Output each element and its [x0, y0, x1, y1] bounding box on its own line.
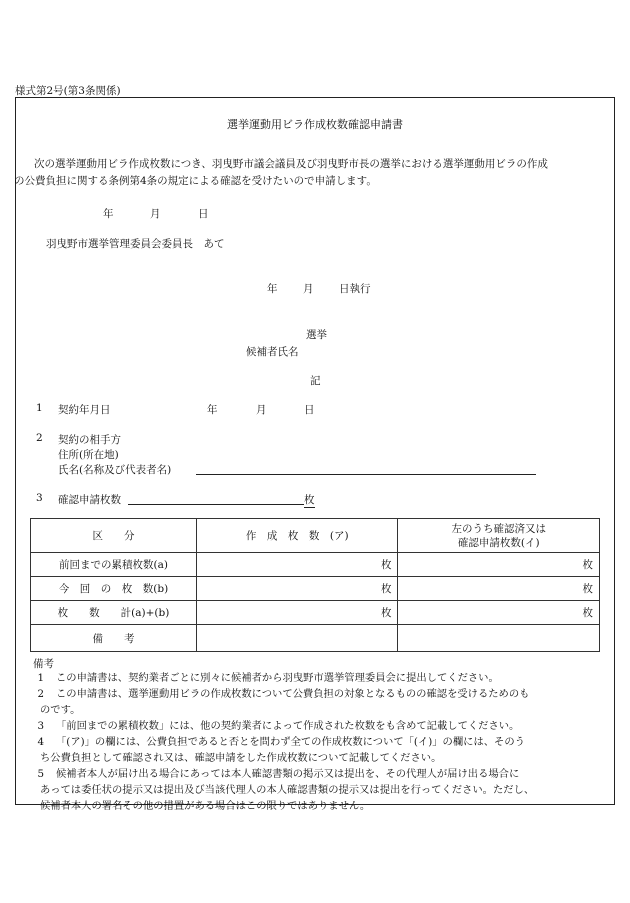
item3-label: 確認申請枚数 [58, 494, 121, 506]
row-label: 今 回 の 枚 数(b) [31, 577, 197, 601]
header-category: 区 分 [31, 519, 197, 553]
item2-name-underline [196, 474, 536, 475]
form-title: 選挙運動用ビラ作成枚数確認申請書 [227, 118, 403, 131]
note-line: 候補者本人の署名その他の措置がある場合はこの限りではありません。 [40, 800, 371, 812]
item1-month: 月 [256, 404, 267, 416]
item3-unit: 枚 [304, 494, 315, 506]
row-cell-b [398, 625, 600, 652]
row-label: 備 考 [31, 625, 197, 652]
note-item [30, 766, 608, 814]
row-cell-b: 枚 [398, 553, 600, 577]
election-label: 選挙 [306, 329, 327, 341]
header-created-count: 作 成 枚 数 (ア) [196, 519, 398, 553]
candidate-name-label: 候補者氏名 [246, 346, 299, 358]
header-confirmed-count [398, 519, 600, 553]
item1-number: 1 [36, 402, 43, 414]
note-line: ち公費負担として確認され又は、確認申請をした作成枚数について記載してください。 [40, 752, 442, 764]
note-line: のです。 [40, 704, 81, 716]
note-number: 1 [37, 672, 44, 684]
note-item [30, 734, 608, 766]
table-row [31, 625, 600, 652]
row-cell-b: 枚 [398, 577, 600, 601]
item1-year: 年 [207, 404, 218, 416]
note-number: 2 [37, 688, 44, 700]
row-cell-a: 枚 [196, 553, 398, 577]
header-confirmed-line2: 確認申請枚数(イ) [457, 536, 540, 549]
note-line: 「前回までの累積枚数」には、他の契約業者によって作成された枚数をも含めて記載してください。 [56, 720, 520, 732]
item2-address-label: 住所(所在地) [58, 449, 119, 461]
item1-label: 契約年月日 [58, 404, 111, 416]
note-line: この申請書は、契約業者ごとに別々に候補者から羽曳野市選挙管理委員会に提出してください。 [56, 672, 499, 684]
note-number: 5 [37, 768, 44, 780]
date-day: 日 [198, 208, 209, 220]
intro-line-2: の公費負担に関する条例第4条の規定による確認を受けたいので申請します。 [14, 175, 377, 187]
date-month: 月 [150, 208, 161, 220]
note-item [30, 670, 608, 686]
item2-label: 契約の相手方 [58, 434, 121, 446]
intro-text [14, 156, 614, 190]
note-line: 「(ア)」の欄には、公費負担であると否とを問わず全ての作成枚数について「(イ)」の欄には、そのう [56, 736, 525, 748]
row-label: 前回までの累積枚数(a) [31, 553, 197, 577]
item2-name-label: 氏名(名称及び代表者名) [58, 464, 172, 476]
notes-title: 備考 [33, 658, 54, 670]
item3-underline [128, 504, 304, 505]
note-line: あっては委任状の提示又は提出及び当該代理人の本人確認書類の提示又は提出を行ってください。ただし、 [40, 784, 535, 796]
exec-month: 月 [303, 283, 314, 295]
row-cell-a: 枚 [196, 577, 398, 601]
item2-number: 2 [36, 432, 43, 444]
table-row [31, 553, 600, 577]
exec-day: 日執行 [339, 283, 371, 295]
intro-line-1: 次の選挙運動用ビラ作成枚数につき、羽曳野市議会議員及び羽曳野市長の選挙における選挙運動用ビラの作成 [34, 158, 548, 170]
date-year: 年 [103, 208, 114, 220]
exec-year: 年 [267, 283, 278, 295]
note-line: この申請書は、選挙運動用ビラの作成枚数について公費負担の対象となるものの確認を受けるためのも [56, 688, 530, 700]
note-item [30, 686, 608, 718]
row-cell-a [196, 625, 398, 652]
row-cell-a: 枚 [196, 601, 398, 625]
note-number: 4 [37, 736, 44, 748]
note-number: 3 [37, 720, 44, 732]
item1-day: 日 [304, 404, 315, 416]
table-header-row [31, 519, 600, 553]
item3-number: 3 [36, 492, 43, 504]
addressee: 羽曳野市選挙管理委員会委員長 あて [46, 238, 225, 250]
note-line: 候補者本人が届け出る場合にあっては本人確認書類の掲示又は提出を、その代理人が届け出る場合に [56, 768, 520, 780]
row-cell-b: 枚 [398, 601, 600, 625]
count-table [30, 518, 600, 652]
header-confirmed-line1: 左のうち確認済又は [451, 522, 546, 535]
table-row [31, 577, 600, 601]
note-item [30, 718, 608, 734]
form-number-label: 様式第2号(第3条関係) [15, 85, 121, 97]
ki-label: 記 [310, 375, 321, 387]
row-label: 枚 数 計(a)+(b) [31, 601, 197, 625]
table-row [31, 601, 600, 625]
